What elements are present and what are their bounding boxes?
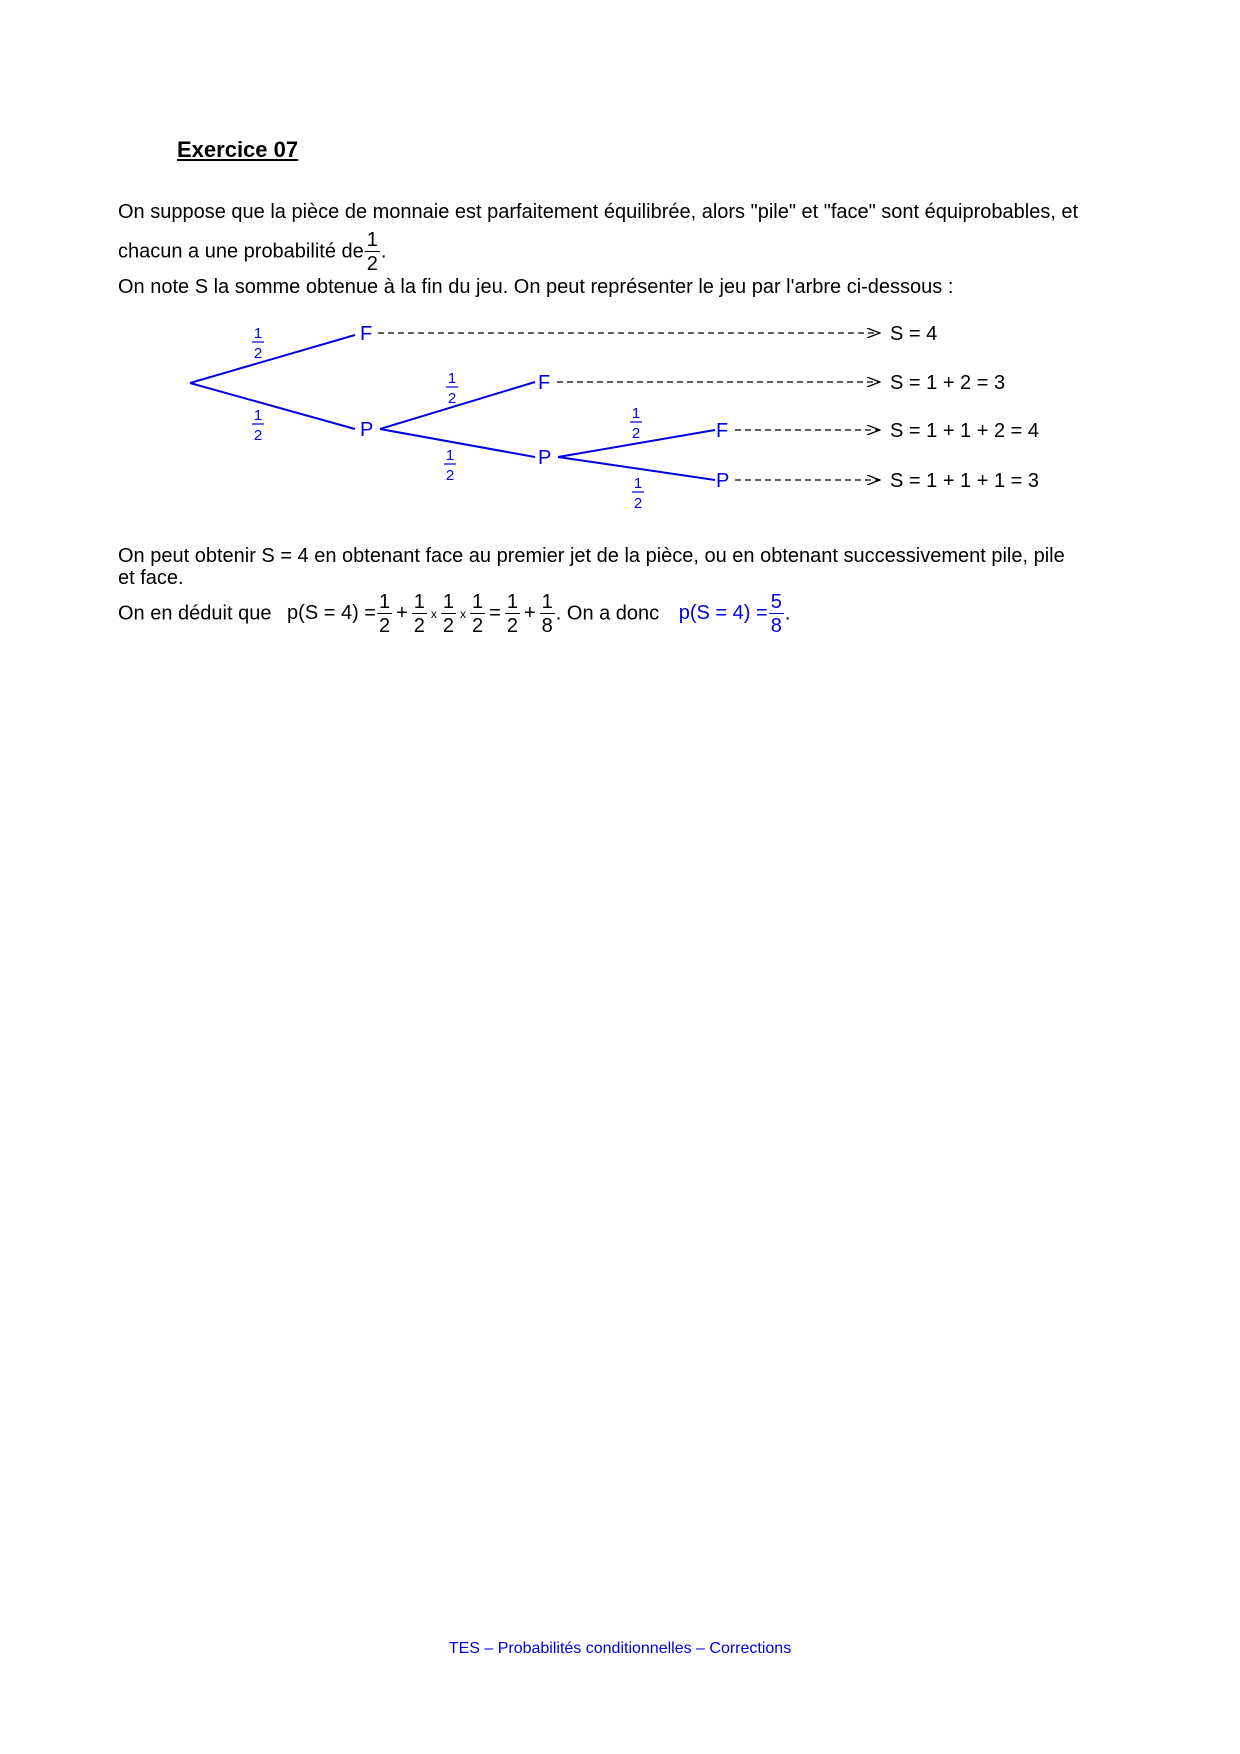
prob-den: 2 <box>253 345 263 362</box>
formula-fraction <box>505 592 520 636</box>
branch-root-P <box>190 383 355 429</box>
fraction-denominator: 2 <box>378 615 391 637</box>
fraction-denominator: 2 <box>472 615 484 637</box>
result-2: S = 1 + 2 = 3 <box>890 372 1006 394</box>
result-3: S = 1 + 1 + 2 = 4 <box>890 420 1040 442</box>
prob-num: 1 <box>445 447 455 464</box>
node-level3-P: P <box>716 470 730 492</box>
intro-line-2-end: . <box>380 240 387 263</box>
branch-P-P <box>380 429 535 457</box>
intro-line-1: On suppose que la pièce de monnaie est parfaitement équilibrée, alors "pile" et "face" sont équiprobables, et <box>118 201 1079 223</box>
plus-sign: + <box>523 602 536 625</box>
formula-fraction <box>540 592 555 636</box>
fraction-numerator: 1 <box>506 591 518 613</box>
prob-den: 2 <box>445 467 455 484</box>
fraction-numerator: 1 <box>378 591 391 613</box>
branch-prob-6 <box>632 475 644 512</box>
branch-prob-5 <box>630 405 642 442</box>
prob-den: 2 <box>447 390 457 407</box>
conclusion-line-2: et face. <box>118 567 184 589</box>
prob-num: 1 <box>631 405 641 422</box>
conclusion-line-1: On peut obtenir S = 4 en obtenant face au premier jet de la pièce, ou en obtenant successivement pile, pile <box>118 545 1065 567</box>
result-fraction <box>769 592 784 636</box>
fraction-denominator: 2 <box>442 615 455 637</box>
branch-prob-1 <box>252 325 264 362</box>
fraction-numerator: 5 <box>770 591 782 613</box>
fraction-denominator: 8 <box>541 615 553 637</box>
prob-den: 2 <box>253 427 263 444</box>
node-level1-P: P <box>360 419 374 441</box>
formula-end: . <box>784 602 791 625</box>
fraction-numerator: 1 <box>413 591 425 613</box>
node-level3-F: F <box>716 420 729 442</box>
fraction-denominator: 2 <box>413 615 425 637</box>
prob-den: 2 <box>631 425 641 442</box>
formula-mid: . On a donc <box>555 602 660 625</box>
conclusion-formula-line <box>118 592 790 636</box>
fraction-numerator: 1 <box>541 591 553 613</box>
fraction-numerator: 1 <box>366 229 378 251</box>
fraction-denominator: 2 <box>506 615 518 637</box>
prob-den: 2 <box>633 495 643 512</box>
page-footer: TES – Probabilités conditionnelles – Corrections <box>448 1640 792 1657</box>
fraction-numerator: 1 <box>442 591 455 613</box>
branch-prob-2 <box>252 407 264 444</box>
result-1: S = 4 <box>890 323 938 345</box>
branch-root-F <box>190 335 355 383</box>
node-level2-P: P <box>538 447 552 469</box>
formula-prefix: On en déduit que <box>118 602 272 625</box>
plus-sign: + <box>396 602 408 625</box>
formula-lhs: p(S = 4) = <box>287 602 376 625</box>
prob-num: 1 <box>253 407 263 424</box>
times-sign: x <box>430 607 437 621</box>
exercise-title: Exercice 07 <box>177 137 299 162</box>
prob-num: 1 <box>633 475 643 492</box>
result-4: S = 1 + 1 + 1 = 3 <box>890 470 1040 492</box>
times-sign: x <box>460 607 467 621</box>
equals-sign: = <box>489 602 501 625</box>
probability-tree <box>0 0 1240 530</box>
fraction-numerator: 1 <box>472 591 484 613</box>
formula-fraction <box>377 592 392 636</box>
node-level1-F: F <box>360 323 373 345</box>
formula-fraction <box>470 592 485 636</box>
fraction-denominator: 2 <box>366 253 378 275</box>
prob-num: 1 <box>253 325 263 342</box>
branch-P-F <box>380 382 535 429</box>
prob-num: 1 <box>447 370 457 387</box>
branch-prob-3 <box>446 370 458 407</box>
node-level2-F: F <box>538 372 551 394</box>
formula-fraction <box>412 592 427 636</box>
intro-line-3: On note S la somme obtenue à la fin du jeu. On peut représenter le jeu par l'arbre ci-dessous : <box>118 276 954 298</box>
intro-line-2-text: chacun a une probabilité de <box>118 240 364 263</box>
branch-prob-4 <box>444 447 456 484</box>
formula-fraction <box>441 592 456 636</box>
result-lhs: p(S = 4) = <box>678 602 768 625</box>
fraction-denominator: 8 <box>770 615 782 637</box>
